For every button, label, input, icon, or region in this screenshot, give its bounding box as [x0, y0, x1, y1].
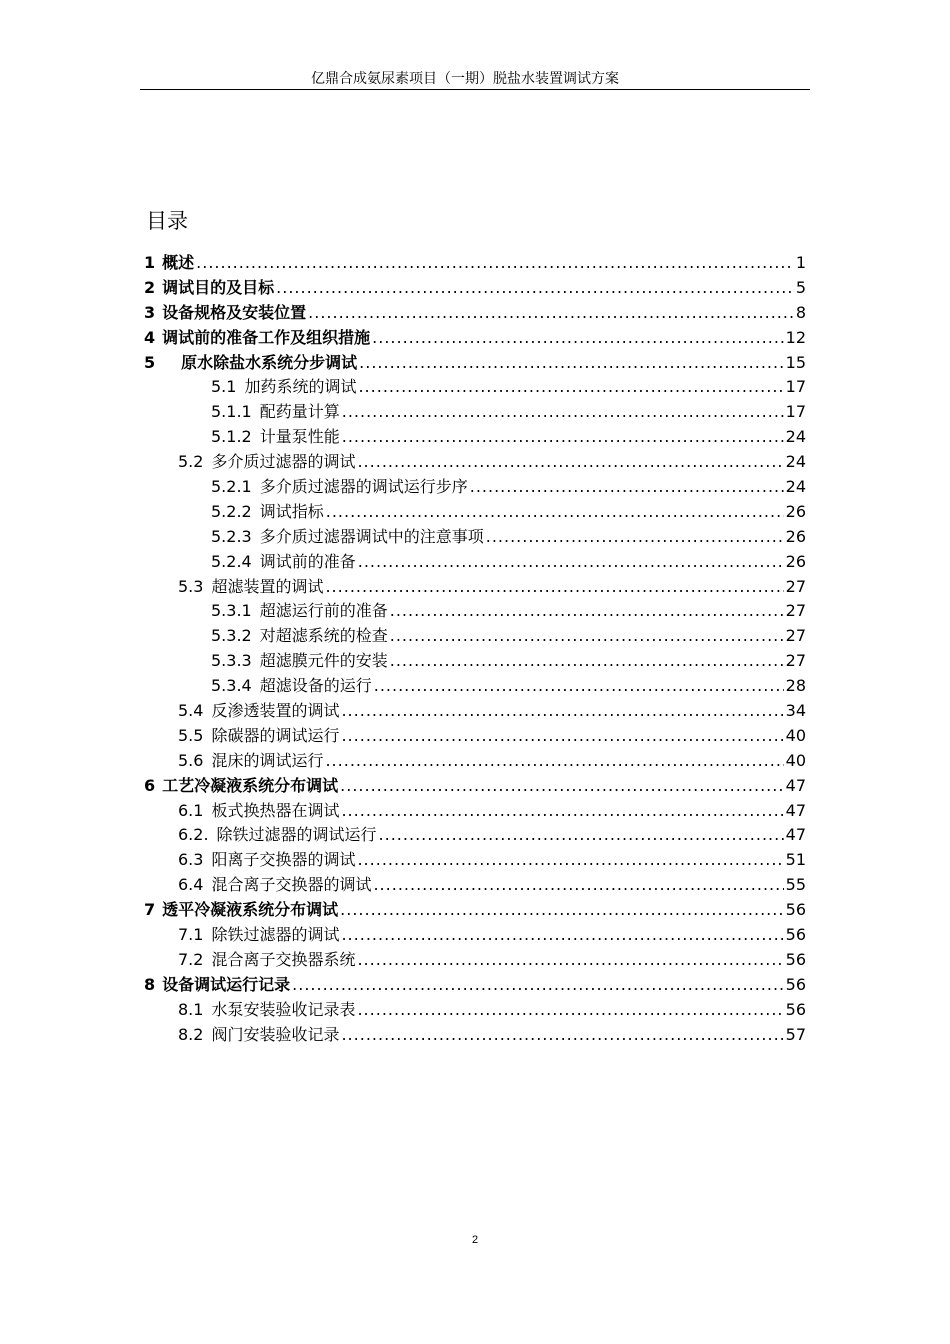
toc-entry-page: 47: [785, 775, 806, 795]
toc-entry-page: 47: [785, 800, 806, 820]
toc-title: 目录: [146, 209, 188, 233]
toc-entry-title: 调试前的准备工作及组织措施: [162, 327, 371, 347]
toc-dot-leader: [357, 998, 783, 1023]
toc-dot-leader: [390, 624, 784, 649]
toc-entry-number: 3: [144, 302, 156, 322]
toc-entry-number: 8: [144, 974, 156, 994]
toc-dot-leader: [292, 973, 783, 998]
toc-entry[interactable]: [144, 898, 806, 923]
toc-entry-title: 调试指标: [259, 501, 324, 521]
toc-dot-leader: [325, 749, 783, 774]
toc-dot-leader: [341, 1023, 783, 1048]
toc-entry-title: 混合离子交换器系统: [211, 949, 356, 969]
toc-dot-leader: [276, 276, 794, 301]
toc-dot-leader: [341, 923, 783, 948]
toc-entry-number: 7.2: [178, 949, 204, 969]
toc-entry-number: 5.3: [178, 576, 204, 596]
toc-entry-page: 34: [785, 701, 806, 721]
toc-entry[interactable]: [144, 375, 806, 400]
toc-entry-number: 6.1: [178, 800, 204, 820]
toc-entry[interactable]: [144, 923, 806, 948]
toc-entry[interactable]: [144, 699, 806, 724]
toc-entry-number: 5: [144, 352, 156, 372]
toc-entry[interactable]: [144, 326, 806, 351]
toc-entry[interactable]: [144, 873, 806, 898]
toc-dot-leader: [357, 450, 783, 475]
toc-entry-number: 8.1: [178, 999, 204, 1019]
page-header: [140, 70, 810, 90]
toc-entry-title: 反渗透装置的调试: [211, 701, 340, 721]
toc-entry-title: 设备调试运行记录: [162, 974, 291, 994]
toc-dot-leader: [340, 774, 783, 799]
toc-entry-number: 5.1: [211, 377, 237, 397]
toc-dot-leader: [341, 724, 783, 749]
toc-entry-title: 阳离子交换器的调试: [211, 850, 356, 870]
toc-entry[interactable]: [144, 301, 806, 326]
toc-entry[interactable]: [144, 774, 806, 799]
toc-entry-title: 超滤膜元件的安装: [259, 651, 388, 671]
toc-entry-title: 超滤设备的运行: [259, 676, 372, 696]
toc-entry-title: 透平冷凝液系统分布调试: [162, 900, 339, 920]
toc-entry-title: 配药量计算: [259, 402, 340, 422]
toc-entry-number: 5.6: [178, 750, 204, 770]
toc-dot-leader: [341, 699, 783, 724]
toc-dot-leader: [196, 251, 794, 276]
toc-entry-number: 1: [144, 253, 156, 272]
toc-dot-leader: [357, 948, 783, 973]
toc-entry-page: 1: [795, 253, 806, 272]
toc-entry-page: 27: [785, 576, 806, 596]
toc-entry-page: 26: [785, 526, 806, 546]
toc-entry[interactable]: [144, 749, 806, 774]
toc-entry-number: 5.2.4: [211, 551, 252, 571]
toc-entry-page: 28: [785, 676, 806, 696]
toc-dot-leader: [326, 500, 784, 525]
toc-entry-number: 5.5: [178, 725, 204, 745]
page-number: 2: [471, 1234, 479, 1246]
toc-entry-page: 56: [785, 999, 806, 1019]
toc-dot-leader: [470, 475, 784, 500]
toc-entry[interactable]: [144, 351, 806, 376]
toc-entry-title: 设备规格及安装位置: [162, 302, 307, 322]
toc-entry-number: 6: [144, 775, 156, 795]
toc-entry[interactable]: [144, 624, 806, 649]
toc-entry-number: 7.1: [178, 925, 204, 945]
toc-entry-number: 5.2: [178, 452, 204, 472]
toc-entry-number: 5.2.1: [211, 477, 252, 497]
toc-dot-leader: [341, 799, 783, 824]
toc-entry-page: 15: [785, 352, 806, 372]
toc-entry[interactable]: [144, 848, 806, 873]
toc-entry-page: 26: [785, 501, 806, 521]
header-title: 亿鼎合成氨尿素项目（一期）脱盐水装置调试方案: [311, 71, 619, 87]
toc-entry[interactable]: [144, 276, 806, 301]
toc-dot-leader: [374, 674, 784, 699]
toc-entry-number: 6.4: [178, 875, 204, 895]
toc-entry-title: 对超滤系统的检查: [259, 626, 388, 646]
toc-entry-page: 24: [785, 427, 806, 447]
toc-entry-number: 5.1.2: [211, 427, 252, 447]
toc-entry-title: 水泵安装验收记录表: [211, 999, 356, 1019]
toc-entry-page: 56: [785, 900, 806, 920]
toc-dot-leader: [390, 599, 784, 624]
toc-entry-page: 17: [785, 402, 806, 422]
toc-dot-leader: [373, 873, 783, 898]
toc-entry-title: 混床的调试运行: [211, 750, 324, 770]
toc-entry-number: 6.2.: [178, 825, 209, 845]
toc-entry[interactable]: [144, 550, 806, 575]
toc-dot-leader: [359, 351, 783, 376]
toc-entry-title: 多介质过滤器的调试运行步序: [259, 477, 468, 497]
toc-entry-title: 计量泵性能: [259, 427, 340, 447]
toc-entry-title: 除铁过滤器的调试: [211, 925, 340, 945]
toc-dot-leader: [486, 525, 784, 550]
toc-entry-page: 47: [785, 825, 806, 845]
toc-entry-title: 超滤装置的调试: [211, 576, 324, 596]
toc-entry-title: 超滤运行前的准备: [259, 601, 388, 621]
toc-entry[interactable]: [144, 649, 806, 674]
toc-entry-page: 51: [785, 850, 806, 870]
toc-entry-title: 概述: [162, 253, 195, 272]
toc-entry-page: 8: [795, 302, 806, 322]
toc-dot-leader: [342, 425, 784, 450]
toc-entry[interactable]: [144, 973, 806, 998]
toc-entry[interactable]: [144, 525, 806, 550]
toc-entry[interactable]: [144, 575, 806, 600]
toc-entry-number: 5.3.3: [211, 651, 252, 671]
toc-dot-leader: [357, 848, 783, 873]
toc-entry-number: 5.3.2: [211, 626, 252, 646]
toc-entry-number: 5.1.1: [211, 402, 252, 422]
toc-entry[interactable]: [144, 724, 806, 749]
toc-entry[interactable]: [144, 998, 806, 1023]
toc-entry[interactable]: [144, 251, 806, 276]
toc-entry-number: 5.2.2: [211, 501, 252, 521]
toc-dot-leader: [308, 301, 794, 326]
toc-entry-page: 27: [785, 601, 806, 621]
toc-entry-page: 40: [785, 750, 806, 770]
toc-dot-leader: [340, 898, 783, 923]
toc-entry[interactable]: [144, 500, 806, 525]
toc-entry-page: 27: [785, 651, 806, 671]
toc-entry[interactable]: [144, 475, 806, 500]
toc-entry-page: 56: [785, 925, 806, 945]
toc-entry-title: 调试目的及目标: [162, 277, 275, 297]
toc-entry[interactable]: [144, 450, 806, 475]
toc-entry-page: 24: [785, 452, 806, 472]
toc-entry-title: 加药系统的调试: [244, 377, 357, 397]
toc-entry-page: 17: [785, 377, 806, 397]
toc-entry-title: 原水除盐水系统分步调试: [181, 352, 358, 372]
toc-entry[interactable]: [144, 948, 806, 973]
toc-entry-title: 除铁过滤器的调试运行: [216, 825, 377, 845]
toc-entry-title: 多介质过滤器调试中的注意事项: [259, 526, 484, 546]
toc-entry-page: 27: [785, 626, 806, 646]
toc-entry-page: 5: [795, 277, 806, 297]
toc-dot-leader: [358, 550, 784, 575]
toc-dot-leader: [372, 326, 783, 351]
toc-dot-leader: [342, 400, 784, 425]
toc-dot-leader: [379, 823, 784, 848]
toc-entry-page: 24: [785, 477, 806, 497]
toc-entry-number: 7: [144, 900, 156, 920]
toc-entry-title: 调试前的准备: [259, 551, 356, 571]
toc-entry-title: 除碳器的调试运行: [211, 725, 340, 745]
toc-entry-number: 8.2: [178, 1024, 204, 1044]
toc-entry-number: 6.3: [178, 850, 204, 870]
toc-entry-title: 阀门安装验收记录: [211, 1024, 340, 1044]
toc-entry-page: 12: [785, 327, 806, 347]
toc-entry-title: 多介质过滤器的调试: [211, 452, 356, 472]
toc-entry-page: 40: [785, 725, 806, 745]
toc-entry-page: 57: [785, 1024, 806, 1044]
toc-entry-number: 5.2.3: [211, 526, 252, 546]
toc-entry-page: 56: [785, 974, 806, 994]
toc-entry[interactable]: [144, 799, 806, 824]
toc-entry[interactable]: [144, 400, 806, 425]
toc-entry-number: 2: [144, 277, 156, 297]
toc-dot-leader: [325, 575, 783, 600]
toc-entry[interactable]: [144, 823, 806, 848]
toc-dot-leader: [390, 649, 784, 674]
toc-entry-number: 5.3.4: [211, 676, 252, 696]
toc-entry[interactable]: [144, 674, 806, 699]
toc-entry-title: 工艺冷凝液系统分布调试: [162, 775, 339, 795]
toc-entry-page: 56: [785, 949, 806, 969]
toc-dot-leader: [358, 375, 783, 400]
toc-entry[interactable]: [144, 1023, 806, 1048]
toc-entry[interactable]: [144, 599, 806, 624]
toc-entry-title: 混合离子交换器的调试: [211, 875, 372, 895]
toc-entry[interactable]: [144, 425, 806, 450]
toc-entry-title: 板式换热器在调试: [211, 800, 340, 820]
toc-entry-number: 5.3.1: [211, 601, 252, 621]
table-of-contents: [144, 251, 806, 1048]
toc-entry-number: 5.4: [178, 701, 204, 721]
toc-entry-page: 26: [785, 551, 806, 571]
toc-entry-page: 55: [785, 875, 806, 895]
toc-entry-number: 4: [144, 327, 156, 347]
